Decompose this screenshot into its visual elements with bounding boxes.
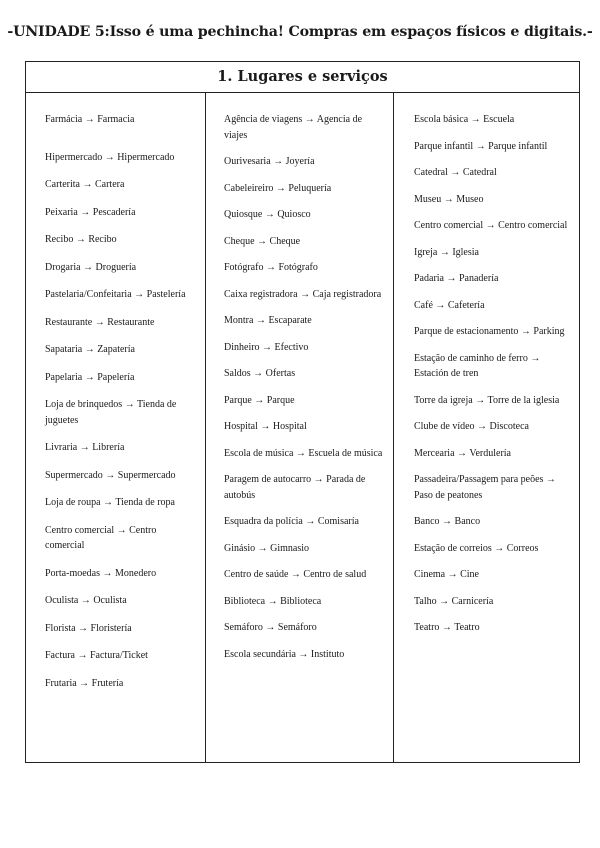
- vocab-entry: Escola básica → Escuela: [414, 114, 515, 125]
- vocab-entry: Farmácia → Farmacia: [45, 114, 135, 125]
- page-title: -UNIDADE 5:Isso é uma pechincha! Compras em espaços físicos e digitais.-: [7, 24, 593, 40]
- vocab-entry: Agência de viagens → Agencia de viajes: [224, 114, 363, 141]
- vocab-entry: Loja de brinquedos → Tienda de juguetes: [45, 399, 177, 426]
- vocab-entry: Caixa registradora → Caja registradora: [224, 288, 382, 300]
- vocab-entry: Padaria → Panadería: [414, 273, 499, 284]
- vocab-entry: Fotógrafo → Fotógrafo: [224, 262, 318, 273]
- vocab-entry: Centro de saúde → Centro de salud: [224, 569, 367, 580]
- vocab-entry: Catedral → Catedral: [414, 167, 497, 178]
- vocab-entry: Hipermercado → Hipermercado: [45, 151, 175, 163]
- vocab-entry: Florista → Floristería: [45, 622, 132, 634]
- vocab-entry: Banco → Banco: [414, 516, 481, 527]
- column-1: [26, 93, 206, 763]
- vocab-entry: Clube de vídeo → Discoteca: [414, 421, 529, 432]
- vocab-entry: Passadeira/Passagem para peões → Paso de peatones: [414, 474, 556, 501]
- vocab-entry: Recibo → Recibo: [45, 234, 117, 245]
- column-2: [206, 93, 394, 763]
- vocab-entry: Estação de caminho de ferro → Estación de tren: [414, 352, 541, 379]
- vocab-entry: Carterita → Cartera: [45, 179, 125, 190]
- vocab-entry: Dinheiro → Efectivo: [224, 341, 309, 353]
- vocab-entry: Centro comercial → Centro comercial: [414, 220, 568, 231]
- table-columns: [26, 93, 579, 763]
- vocab-entry: Factura → Factura/Ticket: [45, 650, 148, 661]
- vocab-entry: Paragem de autocarro → Parada de autobús: [224, 474, 366, 501]
- column-3: [394, 93, 579, 763]
- vocab-entry: Papelaria → Papelería: [45, 371, 135, 383]
- vocab-entry: Esquadra da polícia → Comisaría: [224, 516, 359, 527]
- vocabulary-table: [25, 61, 580, 763]
- vocab-entry: Igreja → Iglesia: [414, 246, 479, 258]
- vocab-entry: Restaurante → Restaurante: [45, 316, 155, 328]
- section-title: 1. Lugares e serviços: [26, 62, 579, 93]
- vocab-entry: Ourivesaria → Joyería: [224, 156, 315, 167]
- vocab-entry: Quiosque → Quiosco: [224, 209, 311, 220]
- vocab-entry: Sapataria → Zapatería: [45, 344, 135, 355]
- vocab-entry: Loja de roupa → Tienda de ropa: [45, 497, 175, 508]
- vocab-entry: Museu → Museo: [414, 193, 484, 205]
- vocab-entry: Drogaria → Droguería: [45, 261, 137, 273]
- vocab-entry: Montra → Escaparate: [224, 315, 312, 326]
- vocab-entry: Cheque → Cheque: [224, 235, 301, 247]
- vocab-entry: Saldos → Ofertas: [224, 368, 296, 379]
- vocab-entry: Cabeleireiro → Peluquería: [224, 182, 332, 194]
- vocab-entry: Cinema → Cine: [414, 569, 479, 580]
- vocab-entry: Porta-moedas → Monedero: [45, 567, 157, 579]
- vocab-entry: Mercearia → Verdulería: [414, 447, 511, 459]
- vocab-entry: Semáforo → Semáforo: [224, 622, 317, 633]
- vocab-entry: Frutaria → Frutería: [45, 677, 124, 689]
- vocab-entry: Parque → Parque: [224, 394, 295, 406]
- vocab-entry: Torre da igreja → Torre de la iglesia: [414, 394, 560, 406]
- vocab-entry: Talho → Carnicería: [414, 595, 494, 607]
- vocab-entry: Biblioteca → Biblioteca: [224, 595, 322, 607]
- vocab-entry: Escola secundária → Instituto: [224, 648, 345, 660]
- vocab-entry: Café → Cafetería: [414, 299, 485, 311]
- vocab-entry: Oculista → Oculista: [45, 595, 127, 606]
- vocab-entry: Supermercado → Supermercado: [45, 469, 176, 481]
- vocab-entry: Peixaria → Pescadería: [45, 206, 136, 218]
- vocab-entry: Ginásio → Gimnasio: [224, 542, 309, 554]
- vocab-entry: Teatro → Teatro: [414, 622, 480, 633]
- vocab-entry: Escola de música → Escuela de música: [224, 447, 383, 459]
- vocab-entry: Parque infantil → Parque infantil: [414, 140, 548, 152]
- vocab-entry: Hospital → Hospital: [224, 421, 307, 432]
- vocab-entry: Estação de correios → Correos: [414, 542, 539, 554]
- vocab-entry: Livraria → Librería: [45, 442, 125, 453]
- vocab-entry: Pastelaria/Confeitaria → Pastelería: [45, 289, 186, 300]
- vocab-entry: Centro comercial → Centro comercial: [45, 524, 157, 551]
- vocab-entry: Parque de estacionamento → Parking: [414, 326, 565, 337]
